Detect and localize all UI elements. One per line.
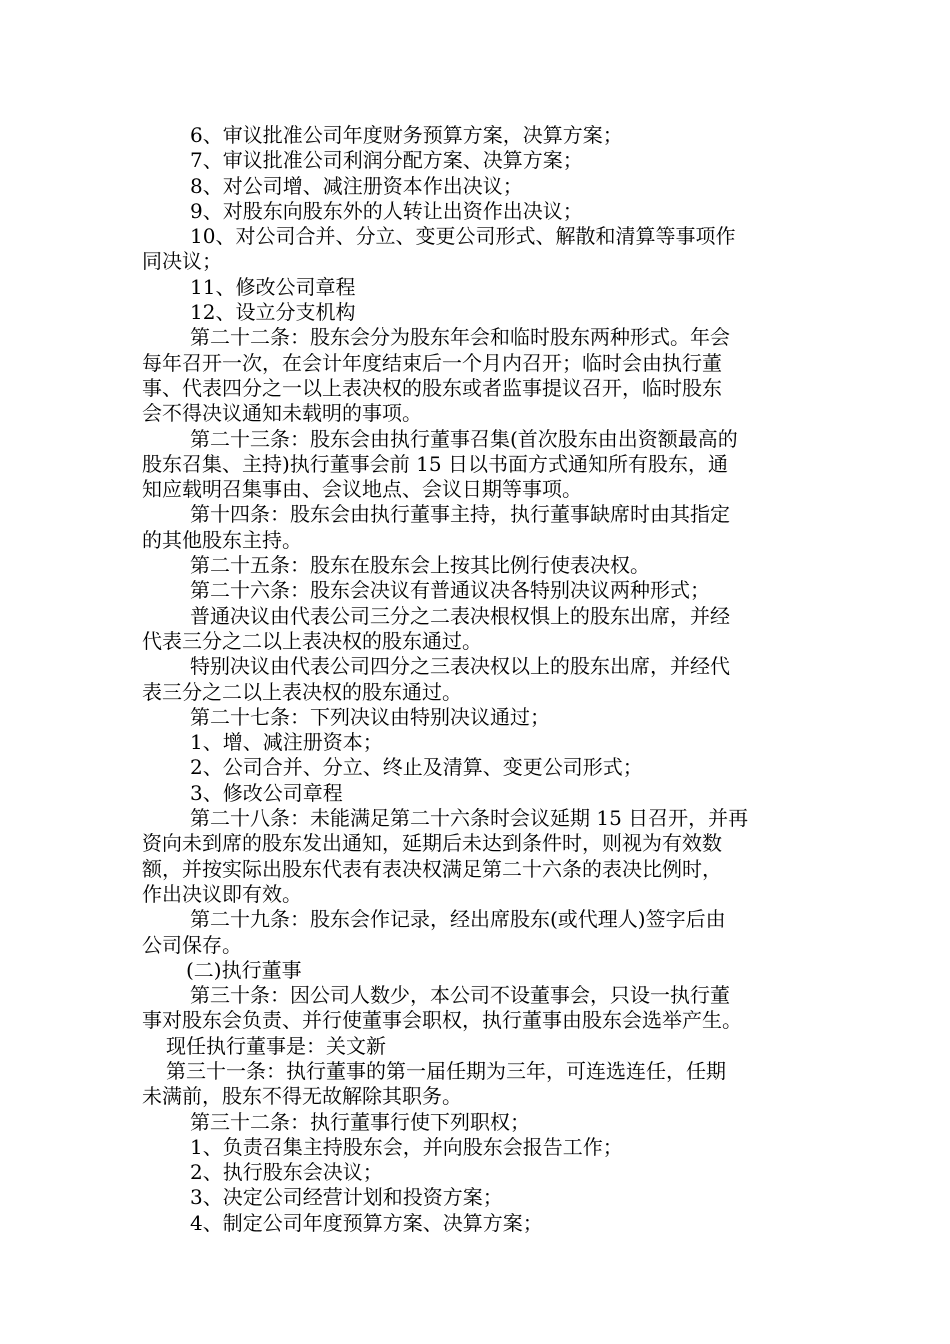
- text-line: 1、负责召集主持股东会，并向股东会报告工作；: [190, 1134, 623, 1159]
- text-line: 事、代表四分之一以上表决权的股东或者监事提议召开，临时股东: [142, 375, 722, 400]
- text-line: 6、审议批准公司年度财务预算方案，决算方案；: [190, 123, 623, 147]
- text-line: 第二十八条：未能满足第二十六条时会议延期 15 日召开，并再: [190, 806, 749, 831]
- text-line: 未满前，股东不得无故解除其职务。: [142, 1084, 462, 1109]
- text-line: 第二十六条：股东会决议有普通议决各特别决议两种形式；: [190, 578, 710, 603]
- text-line: 股东召集、主持)执行董事会前 15 日以书面方式通知所有股东，通: [142, 451, 728, 476]
- text-line: 会不得决议通知未载明的事项。: [142, 401, 422, 426]
- text-line: 11、修改公司章程: [190, 274, 356, 299]
- text-line: (二)执行董事: [186, 957, 302, 982]
- text-line: 第三十二条：执行董事行使下列职权；: [190, 1109, 530, 1134]
- document-body: [142, 123, 810, 1236]
- text-line: 的其他股东主持。: [142, 527, 302, 552]
- text-line: 12、设立分支机构: [190, 300, 356, 325]
- text-line: 第三十一条：执行董事的第一届任期为三年，可连选连任，任期: [166, 1058, 726, 1083]
- text-line: 第二十九条：股东会作记录，经出席股东(或代理人)签字后由: [190, 907, 726, 932]
- text-line: 特别决议由代表公司四分之三表决权以上的股东出席，并经代: [190, 654, 730, 679]
- text-line: 第二十三条：股东会由执行董事召集(首次股东由出资额最高的: [190, 426, 738, 451]
- text-line: 普通决议由代表公司三分之二表决根权惧上的股东出席，并经: [190, 603, 730, 628]
- text-line: 第二十七条：下列决议由特别决议通过；: [190, 704, 550, 729]
- text-line: 现任执行董事是：关文新: [166, 1033, 386, 1058]
- text-line: 同决议；: [142, 249, 222, 274]
- text-line: 资向未到席的股东发出通知，延期后未达到条件时，则视为有效数: [142, 831, 722, 856]
- text-line: 每年召开一次，在会计年度结束后一个月内召开；临时会由执行董: [142, 350, 722, 375]
- text-line: 第二十五条：股东在股东会上按其比例行使表决权。: [190, 553, 650, 578]
- text-line: 代表三分之二以上表决权的股东通过。: [142, 628, 482, 653]
- text-line: 额，并按实际出股东代表有表决权满足第二十六条的表决比例时，: [142, 856, 722, 881]
- text-line: 表三分之二以上表决权的股东通过。: [142, 679, 462, 704]
- text-line: 1、增、减注册资本；: [190, 730, 383, 755]
- text-line: 第三十条：因公司人数少，本公司不设董事会，只设一执行董: [190, 983, 730, 1008]
- text-line: 事对股东会负责、并行使董事会职权，执行董事由股东会选举产生。: [142, 1008, 742, 1033]
- text-line: 3、修改公司章程: [190, 780, 343, 805]
- text-line: 10、对公司合并、分立、变更公司形式、解散和清算等事项作: [190, 224, 736, 249]
- text-line: 3、决定公司经营计划和投资方案；: [190, 1185, 503, 1210]
- text-line: 第二十二条：股东会分为股东年会和临时股东两种形式。年会: [190, 325, 730, 350]
- text-line: 作出决议即有效。: [142, 881, 302, 906]
- text-line: 知应载明召集事由、会议地点、会议日期等事项。: [142, 477, 582, 502]
- text-line: 4、制定公司年度预算方案、决算方案；: [190, 1210, 543, 1235]
- text-line: 第十四条：股东会由执行董事主持，执行董事缺席时由其指定: [190, 502, 730, 527]
- text-line: 7、审议批准公司利润分配方案、决算方案；: [190, 148, 583, 173]
- text-line: 9、对股东向股东外的人转让出资作出决议；: [190, 198, 583, 223]
- text-line: 公司保存。: [142, 932, 242, 957]
- text-line: 2、公司合并、分立、终止及清算、变更公司形式；: [190, 755, 643, 780]
- text-line: 2、执行股东会决议；: [190, 1160, 383, 1185]
- text-line: 8、对公司增、减注册资本作出决议；: [190, 173, 523, 198]
